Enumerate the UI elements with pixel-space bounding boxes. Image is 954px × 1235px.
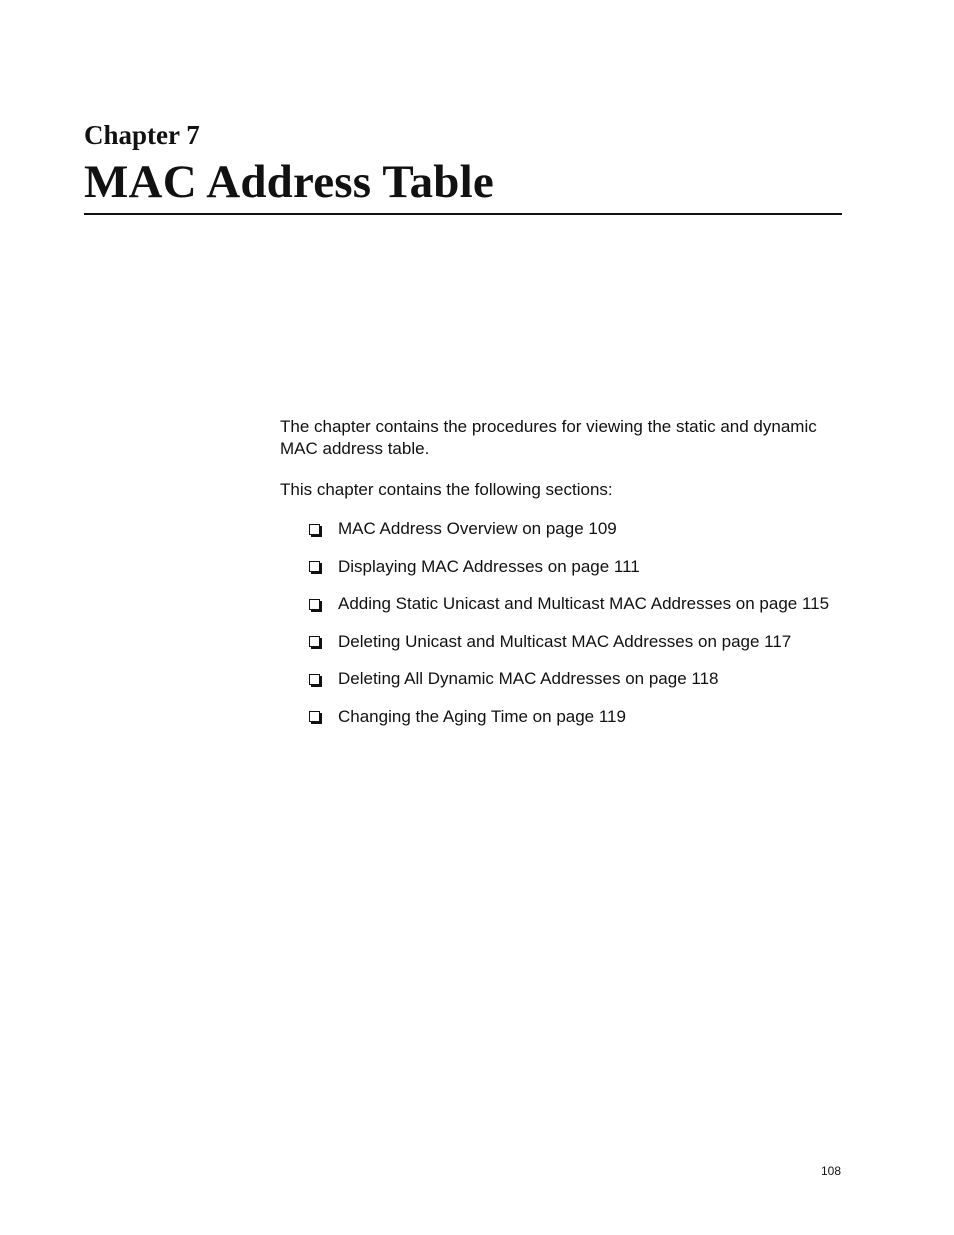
section-link-label: Changing the Aging Time on page 119 — [338, 706, 626, 726]
section-link-label: Displaying MAC Addresses on page 111 — [338, 556, 640, 576]
checkbox-icon — [309, 599, 320, 610]
section-link-label: Adding Static Unicast and Multicast MAC Addresses on page 115 — [338, 594, 830, 613]
checkbox-icon — [309, 561, 320, 572]
checkbox-icon — [309, 674, 320, 685]
checkbox-icon — [309, 636, 320, 647]
checkbox-icon — [309, 524, 320, 535]
section-link-displaying-mac-addresses[interactable] — [307, 556, 829, 578]
page-number: 108 — [820, 1164, 841, 1178]
section-link-deleting-dynamic[interactable] — [307, 668, 829, 690]
section-link-mac-address-overview[interactable] — [307, 518, 829, 540]
title-divider — [84, 213, 842, 215]
checkbox-icon — [309, 711, 320, 722]
section-link-adding-static-addresses[interactable] — [307, 593, 829, 615]
section-link-deleting-unicast-multicast[interactable] — [307, 631, 829, 653]
section-link-label: Deleting All Dynamic MAC Addresses on page 118 — [338, 669, 719, 688]
section-link-label: MAC Address Overview on page 109 — [338, 519, 617, 538]
chapter-title: MAC Address Table — [84, 156, 494, 208]
intro-paragraph: The chapter contains the procedures for viewing the static and dynamic MAC address table. — [280, 417, 817, 458]
chapter-label: Chapter 7 — [84, 120, 200, 150]
section-link-label: Deleting Unicast and Multicast MAC Addresses on page 117 — [338, 631, 792, 651]
section-link-aging-time[interactable] — [307, 706, 829, 728]
sections-lead-in: This chapter contains the following sections: — [280, 480, 613, 499]
section-list — [307, 518, 829, 743]
